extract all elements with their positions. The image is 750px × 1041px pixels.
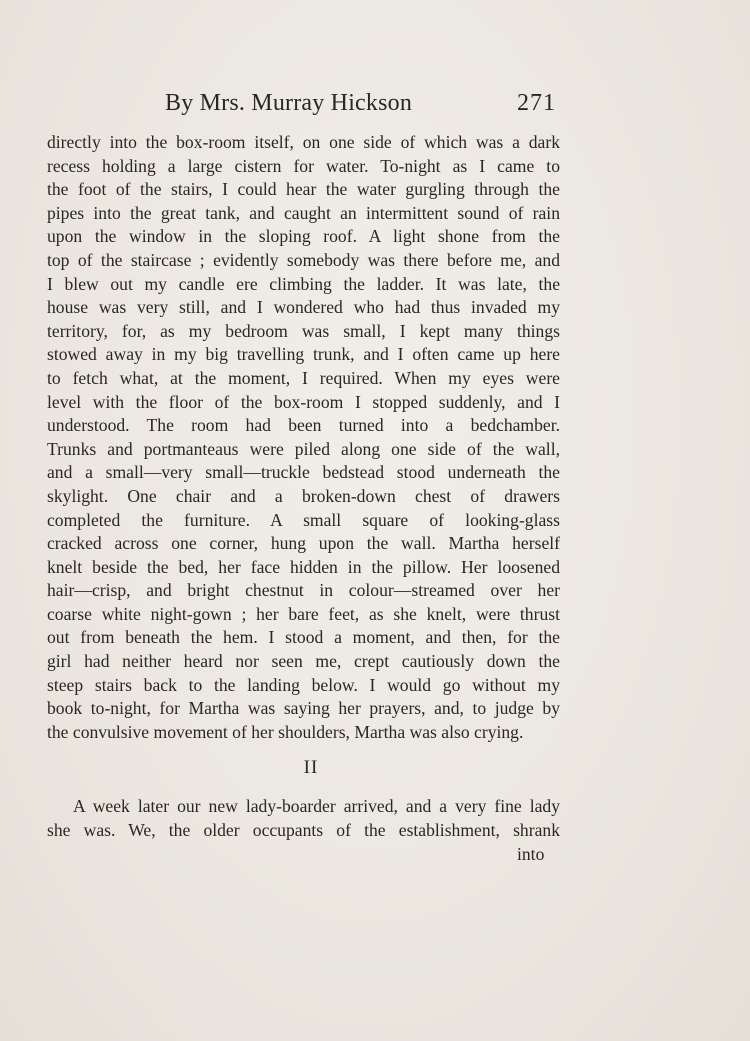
text-line: stowed away in my big travelling trunk, and I often came up here	[47, 344, 560, 365]
text-line: and a small—very small—truckle bedstead stood underneath the	[47, 462, 560, 483]
text-line: upon the window in the sloping roof. A light shone from the	[47, 226, 560, 247]
text-line: coarse white night-gown ; her bare feet, as she knelt, were thrust	[47, 603, 560, 624]
text-line: book to-night, for Martha was saying her prayers, and, to judge by	[47, 698, 560, 719]
text-line: I blew out my candle ere climbing the ladder. It was late, the	[47, 273, 560, 294]
page-number: 271	[517, 90, 556, 116]
text-line: A week later our new lady-boarder arrived, and a very fine lady	[73, 796, 560, 816]
text-line: hair—crisp, and bright chestnut in colour—streamed over her	[47, 580, 560, 601]
running-title: By Mrs. Murray Hickson	[165, 90, 413, 116]
text-line: cracked across one corner, hung upon the wall. Martha herself	[47, 533, 560, 554]
text-line: skylight. One chair and a broken-down chest of drawers	[47, 485, 560, 506]
text-line: directly into the box-room itself, on one side of which was a dark	[47, 132, 560, 152]
text-line: top of the staircase ; evidently somebody was there before me, and	[47, 249, 560, 270]
text-line: Trunks and portmanteaus were piled along one side of the wall,	[47, 438, 560, 459]
text-line: steep stairs back to the landing below. I would go without my	[47, 674, 560, 695]
text-line: completed the furniture. A small square of looking-glass	[47, 509, 560, 530]
text-line: the foot of the stairs, I could hear the water gurgling through the	[47, 179, 560, 200]
catchword: into	[517, 844, 545, 864]
section-paragraph	[47, 795, 560, 842]
text-line: the convulsive movement of her shoulders, Martha was also crying.	[47, 721, 524, 742]
text-line: girl had neither heard nor seen me, crept cautiously down the	[47, 651, 560, 672]
text-line: out from beneath the hem. I stood a moment, and then, for the	[47, 627, 560, 648]
text-line: house was very still, and I wondered who had thus invaded my	[47, 297, 560, 318]
section-heading	[0, 757, 750, 779]
section-number: II	[303, 757, 319, 778]
running-head	[0, 90, 750, 124]
text-line: recess holding a large cistern for water. To-night as I came to	[47, 155, 560, 176]
text-line: she was. We, the older occupants of the establishment, shrank	[47, 819, 560, 840]
text-line: knelt beside the bed, her face hidden in the pillow. Her loosened	[47, 556, 560, 577]
paragraph-continued	[47, 131, 560, 744]
text-line: to fetch what, at the moment, I required. When my eyes were	[47, 367, 560, 388]
text-line: understood. The room had been turned into a bedchamber.	[47, 415, 560, 436]
text-line: territory, for, as my bedroom was small, I kept many things	[47, 320, 560, 341]
text-line: pipes into the great tank, and caught an intermittent sound of rain	[47, 202, 560, 223]
text-line: level with the floor of the box-room I stopped suddenly, and I	[47, 391, 560, 412]
